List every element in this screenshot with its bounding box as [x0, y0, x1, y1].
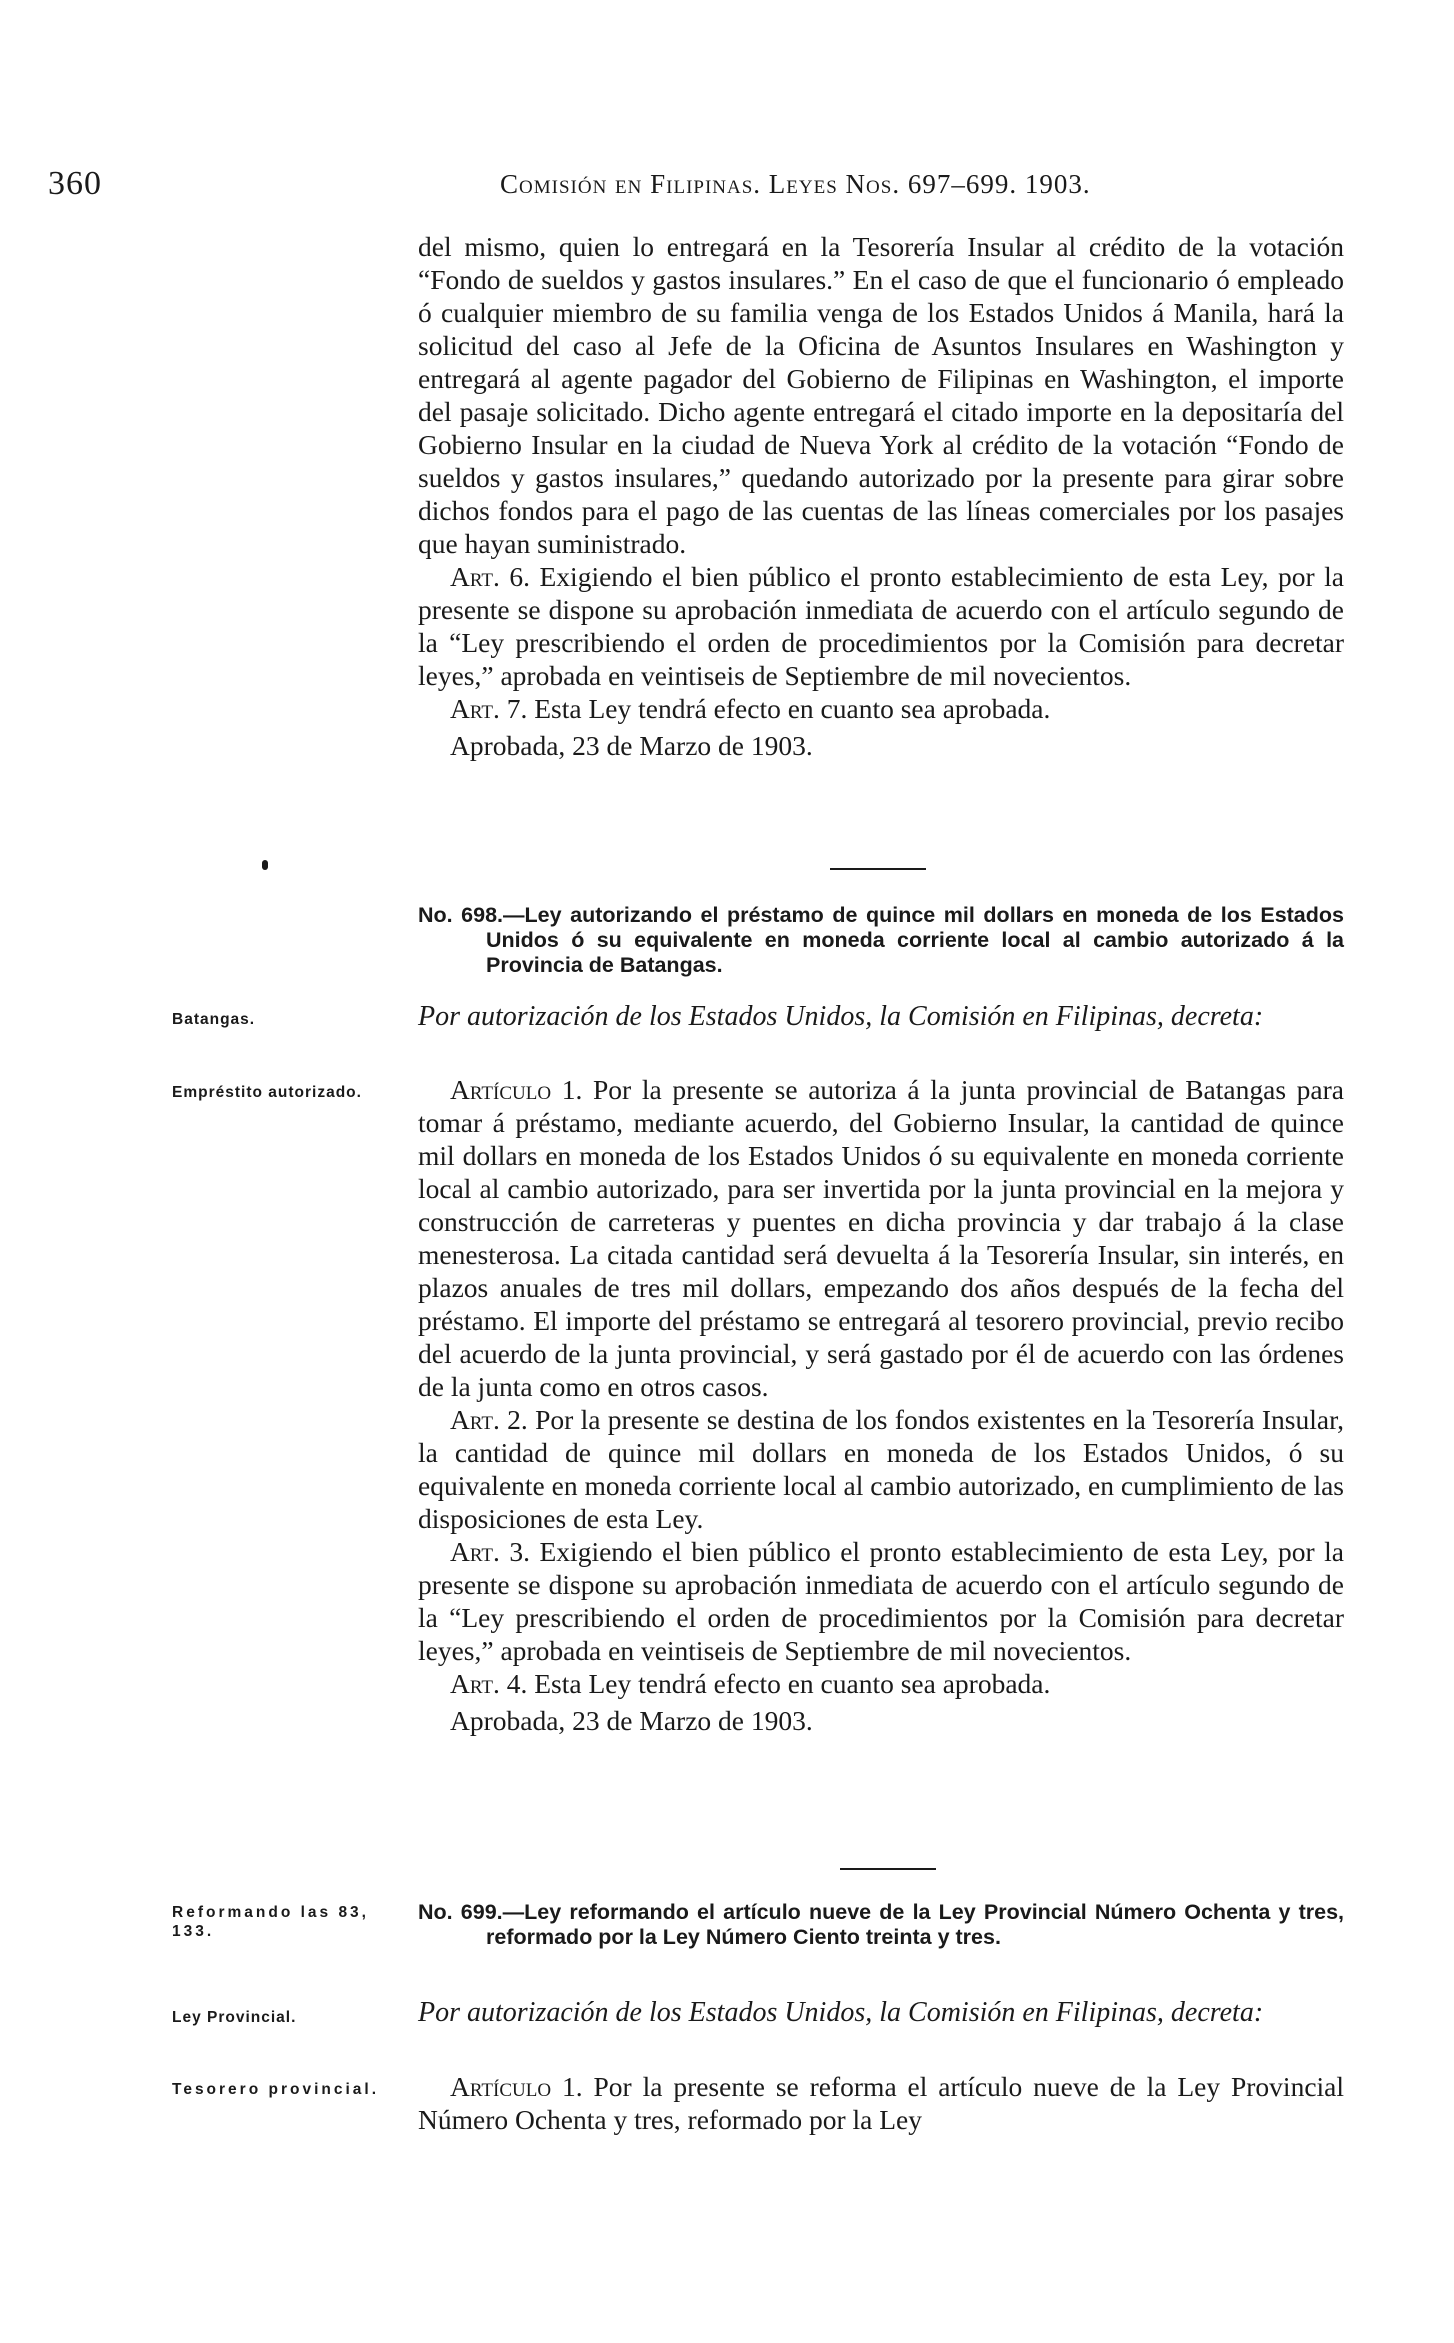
article-text: Esta Ley tendrá efecto en cuanto sea aprobada.: [527, 1668, 1051, 1699]
law-699-body: [418, 2070, 1344, 2136]
running-head: Comisión en Filipinas. Leyes Nos. 697–699. 1903.: [500, 169, 1091, 199]
section-divider: [840, 1868, 936, 1870]
continuation-paragraph: del mismo, quien lo entregará en la Tesorería Insular al crédito de la votación “Fondo de sueldos y gastos insulares.” En el caso de que el funcionario ó empleado ó cualquier miembro de su familia venga de los Estados Unidos á Manila, hará la solicitud del caso al Jefe de la Oficina de Asuntos Insulares en Washington y entregará al agente pagador del Gobierno de Filipinas en Washington, el importe del pasaje solicitado. Dicho agente entregará el citado importe en la depositaría del Gobierno Insular en la ciudad de Nueva York al crédito de la votación “Fondo de sueldos y gastos insulares,” quedando autorizado por la presente para girar sobre dichos fondos para el pago de las cuentas de las líneas comerciales por los pasajes que hayan suministrado.: [418, 231, 1344, 559]
article-text: Por la presente se autoriza á la junta provincial de Batangas para tomar á préstamo, mediante acuerdo, del Gobierno Insular, la cantidad de quince mil dollars en moneda de los Estados Unidos ó su equivalente en moneda corriente local al cambio autorizado, para ser invertida por la junta provincial en la mejora y construcción de carreteras y puentes en dicha provincia y dar trabajo á la clase menesterosa. La citada cantidad será devuelta á la Tesorería Insular, sin interés, en plazos anuales de tres mil dollars, empezando dos años después de la fecha del préstamo. El importe del préstamo se entregará al tesorero provincial, previo recibo del acuerdo de la junta provincial, y será gastado por él de acuerdo con las órdenes de la junta como en otros casos.: [418, 1074, 1344, 1402]
margin-note-ley-provincial: Ley Provincial.: [172, 2009, 297, 2026]
law-698-body: [418, 1073, 1344, 1737]
law-697-continuation: [418, 230, 1344, 762]
law-number: No. 698.: [418, 903, 504, 927]
approval-date: Aprobada, 23 de Marzo de 1903.: [450, 1705, 813, 1736]
margin-note-reformando: Reformando las 83, 133.: [172, 1904, 369, 1940]
law-number: No. 699.: [418, 1900, 503, 1924]
article-label: Art. 3.: [450, 1536, 530, 1567]
article-text: Exigiendo el bien público el pronto establecimiento de esta Ley, por la presente se dispone su aprobación inmediata de acuerdo con el artículo segundo de la “Ley prescribiendo el orden de procedimientos por la Comisión para decretar leyes,” aprobada en veintiseis de Septiembre de mil novecientos.: [418, 1536, 1344, 1666]
law-699-preamble: Por autorización de los Estados Unidos, la Comisión en Filipinas, decreta:: [418, 1997, 1264, 2028]
page-number: 360: [48, 165, 102, 202]
article-text: Exigiendo el bien público el pronto establecimiento de esta Ley, por la presente se dispone su aprobación inmediata de acuerdo con el artículo segundo de la “Ley prescribiendo el orden de procedimientos por la Comisión para decretar leyes,” aprobada en veintiseis de Septiembre de mil novecientos.: [418, 561, 1344, 691]
section-divider: [830, 868, 926, 870]
article-label: Artículo 1.: [450, 2071, 583, 2102]
ink-spot: [262, 860, 268, 870]
article-label: Artículo 1.: [450, 1074, 583, 1105]
margin-note-batangas: Batangas.: [172, 1011, 256, 1028]
article-1: [418, 2070, 1344, 2136]
margin-note-tesorero: Tesorero provincial.: [172, 2081, 380, 2098]
article-2: [418, 1403, 1344, 1535]
article-label: Art. 6.: [450, 561, 530, 592]
law-698-preamble: Por autorización de los Estados Unidos, la Comisión en Filipinas, decreta:: [418, 1001, 1264, 1032]
law-699-title: [418, 1900, 1344, 1950]
margin-note-emprestito: Empréstito autorizado.: [172, 1084, 362, 1101]
article-text: Esta Ley tendrá efecto en cuanto sea aprobada.: [527, 693, 1051, 724]
article-label: Art. 4.: [450, 1668, 528, 1699]
article-3: [418, 1535, 1344, 1667]
law-title-text: —Ley reformando el artículo nueve de la Ley Provincial Número Ochenta y tres, reformado por la Ley Número Ciento treinta y tres.: [486, 1900, 1345, 1949]
article-text: Por la presente se reforma el artículo nueve de la Ley Provincial Número Ochenta y tres, reformado por la Ley: [418, 2071, 1345, 2135]
article-label: Art. 7.: [450, 693, 528, 724]
article-7: [418, 692, 1344, 725]
article-label: Art. 2.: [450, 1404, 528, 1435]
article-4: [418, 1667, 1344, 1700]
approval-date: Aprobada, 23 de Marzo de 1903.: [450, 730, 813, 761]
page-header: [0, 165, 1454, 205]
article-1: [418, 1073, 1344, 1403]
article-6: [418, 560, 1344, 692]
law-698-title: [418, 903, 1344, 978]
law-title-text: —Ley autorizando el préstamo de quince mil dollars en moneda de los Estados Unidos ó su equivalente en moneda corriente local al cambio autorizado á la Provincia de Batangas.: [486, 903, 1344, 977]
article-text: Por la presente se destina de los fondos existentes en la Tesorería Insular, la cantidad de quince mil dollars en moneda de los Estados Unidos, ó su equivalente en moneda corriente local al cambio autorizado, en cumplimiento de las disposiciones de esta Ley.: [418, 1404, 1344, 1534]
